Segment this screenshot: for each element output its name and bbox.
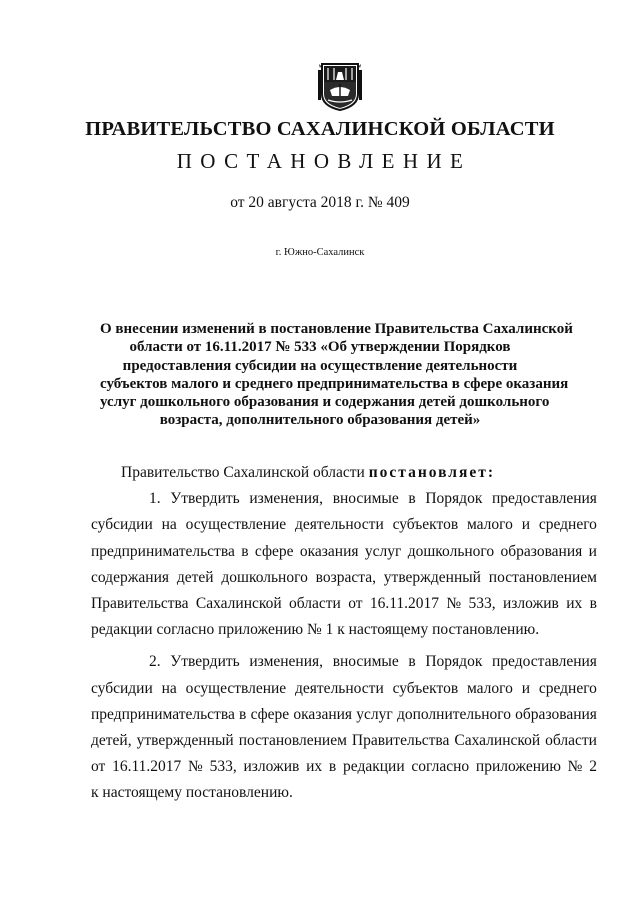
body-word: услуг	[356, 705, 393, 723]
body-word: 16.11.2017	[112, 758, 182, 776]
body-word: Утвердить	[170, 490, 240, 508]
paragraph-2-last-line: к настоящему постановлению.	[91, 784, 293, 802]
body-word: среднего	[538, 679, 597, 697]
body-word: предпринимательства	[91, 705, 235, 723]
body-word: Правительства	[351, 731, 450, 749]
document-date-number: от 20 августа 2018 г. № 409	[230, 194, 410, 211]
body-word: в	[328, 758, 337, 776]
body-word: Сахалинской	[454, 731, 541, 749]
body-word: в	[589, 594, 597, 612]
body-word: в	[408, 653, 416, 671]
body-word: области	[289, 594, 341, 612]
body-word: №	[446, 594, 462, 612]
body-word: субсидии	[91, 679, 153, 697]
paragraph-2-line	[91, 728, 597, 754]
body-word: оказания	[299, 542, 359, 560]
body-word: №	[188, 758, 203, 776]
body-word: приложению	[475, 758, 561, 776]
body-word: вносимые	[332, 653, 399, 671]
body-word: Правительства	[91, 594, 189, 612]
intro-text: Правительство Сахалинской области	[121, 464, 369, 481]
sakhalin-coat-of-arms-icon	[318, 60, 362, 112]
body-word: детей	[176, 568, 214, 586]
document-type: ПОСТАНОВЛЕНИЕ	[176, 149, 472, 173]
body-word: образования	[500, 542, 583, 560]
intro-line	[121, 460, 597, 486]
body-word: изложив	[243, 758, 300, 776]
body-word: в	[241, 542, 249, 560]
body-word: предоставления	[492, 653, 597, 671]
intro-action: постановляет:	[368, 464, 496, 481]
body-word: предпринимательства	[91, 542, 235, 560]
document-body	[91, 460, 597, 806]
body-word: дошкольного	[407, 542, 495, 560]
body-word: 16.11.2017	[369, 594, 440, 612]
body-word: постановлением	[238, 731, 347, 749]
paragraph-2-line	[91, 702, 597, 728]
body-word: постановлением	[488, 568, 597, 586]
body-word: малого	[466, 516, 513, 534]
body-word: согласно	[411, 758, 470, 776]
body-word: дошкольного	[221, 568, 308, 586]
body-word: образования	[515, 705, 597, 723]
body-word: дополнительного	[396, 705, 511, 723]
body-word: 533,	[209, 758, 237, 776]
body-word: изложив	[503, 594, 559, 612]
body-word: услуг	[364, 542, 402, 560]
body-word: утвержденный	[383, 568, 481, 586]
body-word: от	[348, 594, 363, 612]
paragraph-1-line	[91, 565, 597, 591]
body-word: сфере	[254, 542, 294, 560]
body-word: от	[91, 758, 106, 776]
body-word: и	[521, 679, 531, 697]
subject-line: услуг дошкольного образования и содержания детей дошкольного	[100, 394, 550, 411]
body-word: 2.	[149, 653, 161, 671]
subject-line: предоставления субсидии на осуществление деятельности	[122, 357, 518, 374]
body-word: осуществление	[185, 679, 287, 697]
body-word: 1.	[149, 490, 161, 508]
body-word: их	[566, 594, 583, 612]
subject-line: О внесении изменений в постановление Правительства Сахалинской	[100, 321, 573, 337]
document-city: г. Южно-Сахалинск	[275, 247, 365, 258]
body-word: Порядок	[425, 490, 483, 508]
paragraph-1-last-line: редакции согласно приложению № 1 к настоящему постановлению.	[91, 621, 540, 639]
paragraph-2-line	[91, 754, 597, 780]
body-word: утвержденный	[136, 731, 234, 749]
body-word: возраста,	[315, 568, 376, 586]
subject-line: субъектов малого и среднего предпринимательства в сфере оказания	[100, 375, 569, 392]
body-word: и	[588, 542, 597, 560]
body-word: сфере	[250, 705, 290, 723]
body-word: содержания	[91, 568, 170, 586]
body-word: на	[161, 516, 177, 534]
body-word: в	[408, 490, 416, 508]
body-word: субсидии	[91, 516, 153, 534]
body-word: №	[567, 758, 583, 776]
body-word: изменения,	[249, 490, 324, 508]
body-word: 2	[589, 758, 597, 776]
body-word: деятельности	[295, 516, 384, 534]
paragraph-1-line	[91, 591, 597, 617]
body-word: изменения,	[249, 653, 324, 671]
paragraph-1-first-line	[121, 486, 597, 512]
body-word: редакции	[343, 758, 405, 776]
body-word: субъектов	[392, 679, 459, 697]
body-word: осуществление	[185, 516, 287, 534]
body-word: 533,	[468, 594, 496, 612]
body-word: среднего	[538, 516, 597, 534]
document-subject	[100, 320, 573, 430]
body-word: в	[239, 705, 247, 723]
body-word: предоставления	[492, 490, 597, 508]
body-word: оказания	[293, 705, 353, 723]
body-word: детей,	[91, 731, 132, 749]
paragraph-1-line	[91, 539, 597, 565]
body-word: и	[521, 516, 531, 534]
body-word: Порядок	[425, 653, 483, 671]
body-word: субъектов	[392, 516, 459, 534]
subject-line: области от 16.11.2017 № 533 «Об утверждении Порядков	[129, 339, 511, 356]
body-word: вносимые	[332, 490, 399, 508]
body-word: Утвердить	[170, 653, 240, 671]
government-title: ПРАВИТЕЛЬСТВО САХАЛИНСКОЙ ОБЛАСТИ	[85, 118, 555, 140]
body-word: на	[161, 679, 177, 697]
paragraph-2-first-line	[121, 649, 597, 675]
paragraph-1-line	[91, 512, 597, 538]
body-word: области	[545, 731, 597, 749]
body-word: деятельности	[295, 679, 384, 697]
body-word: малого	[466, 679, 513, 697]
paragraph-2-line	[91, 676, 597, 702]
body-word: Сахалинской	[195, 594, 282, 612]
body-word: их	[306, 758, 323, 776]
subject-line: возраста, дополнительного образования детей»	[159, 412, 481, 429]
